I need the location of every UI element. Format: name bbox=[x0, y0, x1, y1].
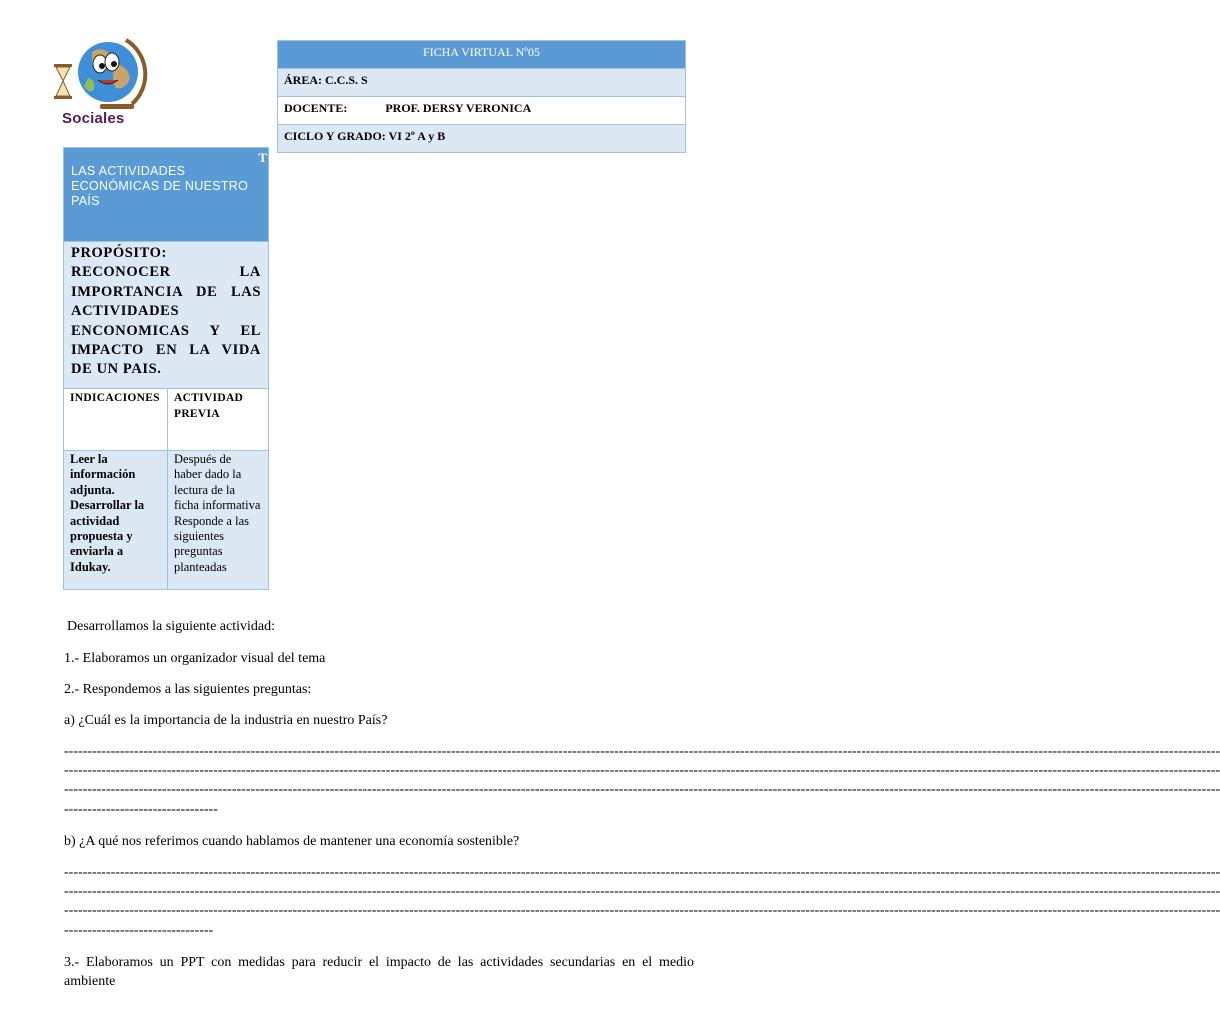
intro-text: Desarrollamos la siguiente actividad: bbox=[67, 619, 275, 634]
answer-line-b: -------------------------------- bbox=[64, 923, 214, 938]
actividad-previa-header: ACTIVIDAD PREVIA bbox=[168, 389, 269, 451]
item-3: 3.- Elaboramos un PPT con medidas para reducir el impacto de las actividades secundarias en el medio ambiente bbox=[64, 955, 694, 989]
answer-line-a: -------------------------------------------------------------------------------------------------------------------------------------------------------------------------------------------------------------------------------------------------------- bbox=[64, 763, 1220, 778]
globe-mascot-icon bbox=[48, 34, 158, 114]
item-2: 2.- Respondemos a las siguientes preguntas: bbox=[64, 682, 312, 697]
question-b: b) ¿A qué nos referimos cuando hablamos de mantener una economía sostenible? bbox=[64, 834, 520, 849]
indicaciones-text: Leer la información adjunta. Desarrollar la actividad propuesta y enviarla a Idukay. bbox=[64, 451, 168, 590]
sociales-logo bbox=[48, 34, 158, 130]
topic-mark: T bbox=[258, 150, 267, 165]
docente-label: DOCENTE: bbox=[284, 101, 348, 115]
answer-line-a: -------------------------------------------------------------------------------------------------------------------------------------------------------------------------------------------------------------------------------------------------------- bbox=[64, 782, 1220, 797]
answer-line-a: -------------------------------------------------------------------------------------------------------------------------------------------------------------------------------------------------------------------------------------------------------- bbox=[64, 744, 1220, 759]
logo-label: Sociales bbox=[62, 110, 125, 127]
topic-cell bbox=[64, 148, 269, 242]
topic-title: LAS ACTIVIDADES ECONÓMICAS DE NUESTRO PAÍS bbox=[71, 164, 249, 208]
answer-line-b: -------------------------------------------------------------------------------------------------------------------------------------------------------------------------------------------------------------------------------------------------------- bbox=[64, 865, 1220, 880]
answer-line-b: -------------------------------------------------------------------------------------------------------------------------------------------------------------------------------------------------------------------------------------------------------- bbox=[64, 884, 1220, 899]
ciclo-field: CICLO Y GRADO: VI 2º A y B bbox=[278, 125, 686, 153]
answer-line-b: -------------------------------------------------------------------------------------------------------------------------------------------------------------------------------------------------------------------------------------------------------- bbox=[64, 903, 1220, 918]
area-field: ÁREA: C.C.S. S bbox=[278, 69, 686, 97]
header-table bbox=[277, 40, 686, 153]
purpose-label: PROPÓSITO: bbox=[71, 245, 167, 261]
docente-value: PROF. DERSY VERONICA bbox=[385, 101, 532, 115]
item-1: 1.- Elaboramos un organizador visual del tema bbox=[64, 651, 326, 666]
actividad-previa-text: Después de haber dado la lectura de la ficha informativa Responde a las siguientes preguntas planteadas bbox=[168, 451, 269, 590]
ficha-title: FICHA VIRTUAL Nº05 bbox=[278, 41, 686, 69]
indicaciones-header: INDICACIONES bbox=[64, 389, 168, 451]
question-a: a) ¿Cuál es la importancia de la industria en nuestro País? bbox=[64, 713, 388, 728]
purpose-cell bbox=[64, 242, 269, 389]
answer-line-a: --------------------------------- bbox=[64, 802, 218, 817]
activity-table bbox=[63, 147, 269, 590]
purpose-block bbox=[71, 244, 261, 380]
purpose-text: RECONOCER LA IMPORTANCIA DE LAS ACTIVIDADES ENCONOMICAS Y EL IMPACTO EN LA VIDA DE UN PAIS. bbox=[71, 264, 261, 378]
docente-field bbox=[278, 97, 686, 125]
